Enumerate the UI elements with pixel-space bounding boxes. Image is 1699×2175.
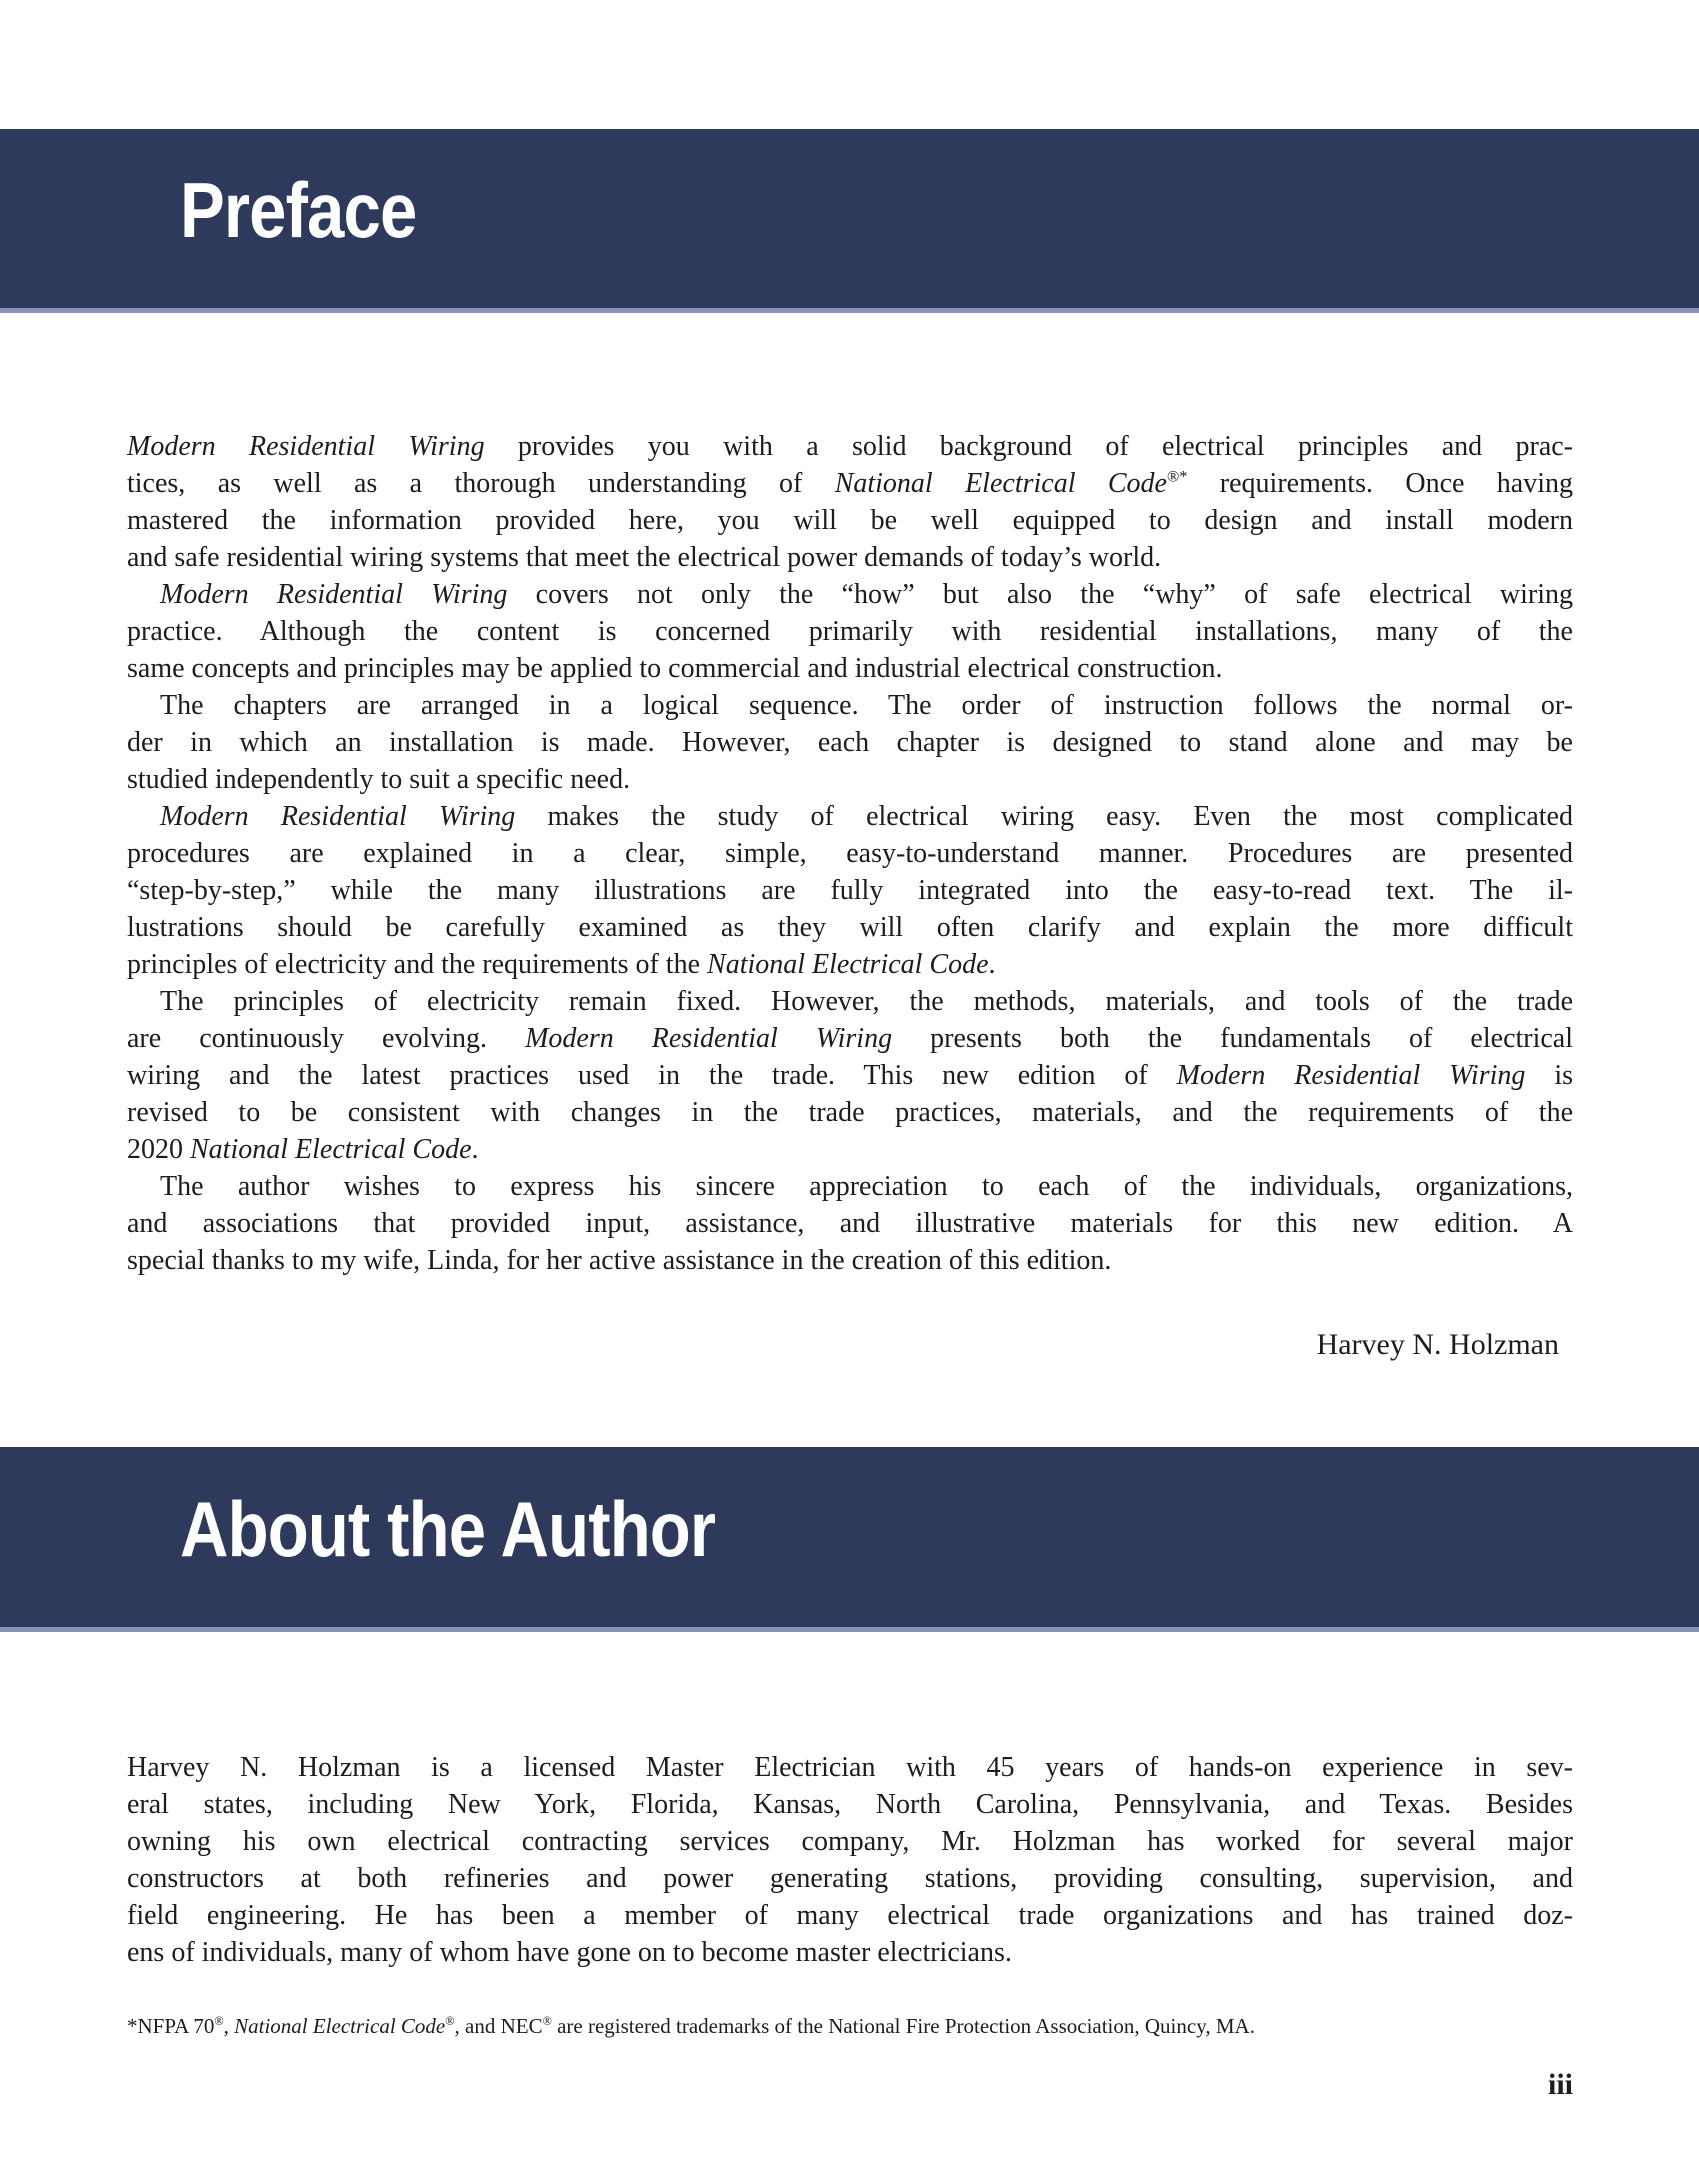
text-line: The chapters are arranged in a logical sequence. The order of instruction follows the normal or- [160,690,1573,721]
text-line: eral states, including New York, Florida, Kansas, North Carolina, Pennsylvania, and Texas. Besides [127,1789,1573,1820]
about-the-author-title: About the Author [180,1484,716,1573]
text-line: and safe residential wiring systems that meet the electrical power demands of today’s world. [127,542,1162,573]
preface-section-banner [0,129,1699,313]
text-line: special thanks to my wife, Linda, for her active assistance in the creation of this edition. [127,1245,1112,1276]
text-line: tices, as well as a thorough understanding of National Electrical Code®* requirements. Once having [127,467,1574,499]
text-line: mastered the information provided here, you will be well equipped to design and install modern [127,505,1573,536]
text-line: owning his own electrical contracting services company, Mr. Holzman has worked for several major [127,1826,1573,1857]
text-line: procedures are explained in a clear, simple, easy-to-understand manner. Procedures are presented [127,838,1573,869]
author-signature: Harvey N. Holzman [1316,1328,1559,1361]
preface-title: Preface [180,166,417,254]
text-line: Modern Residential Wiring provides you with a solid background of electrical principles and prac- [127,431,1573,462]
text-line: der in which an installation is made. However, each chapter is designed to stand alone and may be [127,727,1573,758]
about-the-author-body-text [127,1749,1573,1971]
text-line: and associations that provided input, assistance, and illustrative materials for this new edition. A [127,1208,1573,1239]
preface-body-text [127,428,1573,1279]
text-line: ens of individuals, many of whom have gone on to become master electricians. [127,1937,1012,1968]
text-line: lustrations should be carefully examined as they will often clarify and explain the more difficult [127,912,1573,943]
text-line: 2020 National Electrical Code. [127,1134,479,1165]
text-line: studied independently to suit a specific need. [127,764,631,795]
text-line: constructors at both refineries and power generating stations, providing consulting, supervision, and [127,1863,1573,1894]
text-line: principles of electricity and the requirements of the National Electrical Code. [127,949,996,980]
text-line: same concepts and principles may be applied to commercial and industrial electrical construction. [127,653,1223,684]
page-number: iii [1547,2068,1573,2101]
text-line: Harvey N. Holzman is a licensed Master Electrician with 45 years of hands-on experience in sev- [127,1752,1573,1783]
text-line: The author wishes to express his sincere appreciation to each of the individuals, organizations, [160,1171,1573,1202]
text-line: The principles of electricity remain fixed. However, the methods, materials, and tools of the trade [160,986,1573,1017]
text-line: Modern Residential Wiring covers not only the “how” but also the “why” of safe electrical wiring [160,579,1573,610]
text-line: practice. Although the content is concerned primarily with residential installations, many of the [127,616,1573,647]
text-line: revised to be consistent with changes in the trade practices, materials, and the requirements of the [127,1097,1573,1128]
text-line: field engineering. He has been a member of many electrical trade organizations and has trained doz- [127,1900,1573,1931]
about-the-author-section-banner [0,1447,1699,1632]
trademark-footnote: *NFPA 70®, National Electrical Code®, and NEC® are registered trademarks of the National Fire Protection Association, Quincy, MA. [127,2014,1255,2038]
text-line: Modern Residential Wiring makes the study of electrical wiring easy. Even the most complicated [160,801,1573,832]
text-line: “step-by-step,” while the many illustrations are fully integrated into the easy-to-read text. The il- [127,875,1573,906]
text-line: are continuously evolving. Modern Residential Wiring presents both the fundamentals of electrical [127,1023,1574,1054]
text-line: wiring and the latest practices used in the trade. This new edition of Modern Residential Wiring is [127,1060,1573,1091]
